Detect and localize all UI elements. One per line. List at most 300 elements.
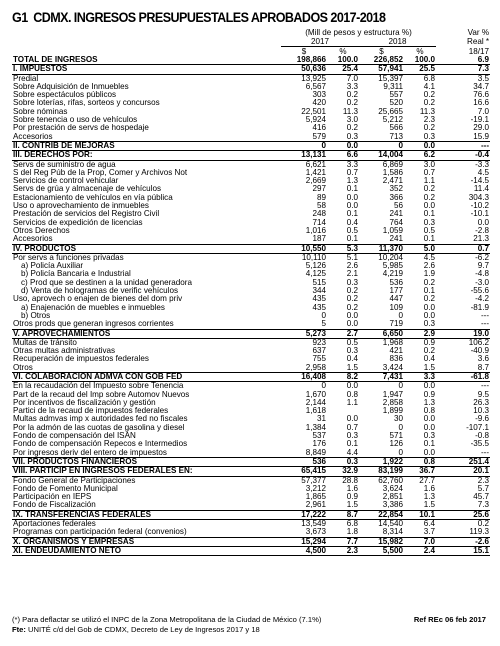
pct-2018: 0.3 [423,218,436,227]
pct-2017: 1.1 [346,398,358,407]
pct-2017: 0.3 [346,347,358,356]
value-2017: 297 [312,185,326,194]
value-2018: 15,397 [378,74,403,83]
pct-2018: 100.0 [404,56,436,65]
value-2017: 57,377 [301,476,326,485]
table-row [12,493,490,501]
pct-2017: 0.0 [346,193,358,202]
value-2017: 1,618 [305,407,326,416]
value-2018: 6,869 [382,160,403,169]
row-label: Otros [13,363,33,372]
col-var-period: 18/17 [468,46,490,56]
source-label: Fte: [12,625,26,634]
value-2017: 248 [312,210,326,219]
real-var: -10.2 [470,202,490,211]
real-var: -2.8 [475,226,490,235]
row-label: Participación en IEPS [13,493,92,502]
real-var: 106.2 [468,338,490,347]
value-2017: 435 [312,295,326,304]
real-label: Real * [467,37,490,47]
row-label: X. ORGANISMOS Y EMPRESAS [12,537,281,546]
pct-2017: 0.0 [346,381,358,391]
row-label: S del Reg Púb de la Prop, Comer y Archivos Not [13,168,188,177]
pct-2017: 0.0 [346,415,358,424]
value-2018: 226,852 [359,56,404,65]
real-var: 20.1 [436,467,490,476]
table-row [12,202,490,210]
value-2018: 8,314 [382,528,403,537]
value-2017: 536 [281,457,327,466]
real-var: 15.1 [436,546,490,555]
real-var: -6.2 [475,253,490,262]
value-2018: 1,968 [382,338,403,347]
pct-2018: 0.2 [423,193,436,202]
real-var: -81.9 [470,303,490,312]
row-label: Accesorios [13,235,53,244]
value-2018: 62,760 [378,476,403,485]
row-label: VIII. PARTICIP EN INGRESOS FEDERALES EN: [12,467,281,476]
footer-source-line [12,625,492,635]
real-var: 15.9 [473,132,490,141]
value-2017: 923 [312,338,326,347]
value-2018: 1,059 [382,226,403,235]
real-var: --- [480,311,490,320]
pct-2018: 6.8 [423,74,436,83]
value-2017: 89 [316,193,326,202]
value-2017: 4,125 [305,270,326,279]
table-row [12,295,490,303]
pct-2018: 0.0 [423,448,436,457]
pct-2017: 0.7 [346,423,358,432]
pct-2017: 0.2 [346,91,358,100]
row-label: Sobre Adquisición de Inmuebles [13,82,129,91]
real-var: 10.3 [473,407,490,416]
table-row [12,91,490,99]
pct-2018: 36.7 [404,467,436,476]
value-2017: 10,550 [281,244,327,253]
pct-2018: 0.0 [423,423,436,432]
pct-2018: 3.7 [423,528,436,537]
value-2018: 15,982 [359,537,404,546]
row-label: Servs de grúa y almacenaje de vehículos [13,185,162,194]
row-label: En la recaudación del Impuesto sobre Tenencia [13,381,184,391]
row-label: Part de la recaud del Imp sobre Automov Nuevos [13,390,190,399]
pct-2018: 0.9 [423,338,436,347]
real-var: -19.1 [470,116,490,125]
pct-2018: 1.3 [423,398,436,407]
row-label: Otras multas administrativas [13,347,116,356]
value-2017: 0 [321,311,326,320]
section-row [12,372,490,381]
pct-2018: 0.9 [423,390,436,399]
value-2018: 11,370 [359,244,404,253]
pct-2018: 0.8 [423,407,436,416]
value-2018: 566 [389,124,403,133]
real-var: -10.1 [470,210,490,219]
table-row [12,160,490,169]
real-var: --- [436,141,490,150]
row-label: Servs de suministro de agua [13,160,116,169]
value-2018: 14,004 [359,151,404,160]
value-2017: 5,924 [305,116,326,125]
row-label: II. CONTRIB DE MEJORAS [12,141,281,150]
section-row [12,329,490,338]
real-var: -35.5 [470,440,490,449]
value-2018: 0 [398,448,403,457]
pct-2017: 0.2 [346,303,358,312]
real-var: 6.9 [436,56,490,65]
row-label: Sobre tenencia o uso de vehículos [13,116,138,125]
row-label: Otros prods que generan ingresos corrientes [13,320,174,329]
table-row [12,440,490,448]
row-label: IV. PRODUCTOS [12,244,281,253]
real-var: 2.3 [477,476,490,485]
pct-2018: 0.1 [423,440,436,449]
real-var: --- [480,448,490,457]
value-2017: 198,866 [281,56,327,65]
value-2017: 1,865 [305,493,326,502]
row-label: Estacionamiento de vehículos en vía pública [13,193,173,202]
pct-2017: 5.1 [346,253,358,262]
value-2018: 14,540 [378,519,403,529]
footer [12,615,492,635]
real-var: -55.6 [470,287,490,296]
value-2018: 241 [389,235,403,244]
pct-2018: 25.5 [404,65,436,74]
value-2017: 416 [312,124,326,133]
pct-2018: 0.7 [423,168,436,177]
table-row [12,320,490,329]
table-row [12,219,490,227]
pct-2017: 0.4 [346,218,358,227]
row-label: Predial [13,74,39,83]
value-2017: 10,110 [301,253,326,262]
pct-2018: 0.1 [423,210,436,219]
total-row [12,56,490,65]
table-row [12,133,490,142]
real-var: --- [480,381,490,391]
pct-2017: 2.6 [346,262,358,271]
value-2017: 50,636 [281,65,327,74]
pct-2017: 0.3 [346,278,358,287]
row-label: a) Policía Auxiliar [21,262,84,271]
row-label: I. IMPUESTOS [12,65,281,74]
value-2017: 515 [312,278,326,287]
real-var: 9.7 [477,262,490,271]
value-2018: 2,471 [382,177,403,186]
value-2017: 176 [312,440,326,449]
table-row [12,83,490,91]
real-var: 19.0 [436,329,490,338]
value-2018: 5,500 [359,546,404,555]
row-label: Fondo de Fiscalización [13,501,96,510]
real-var: 25.6 [436,510,490,519]
section-row [12,546,490,555]
pct-2018: 27.7 [419,476,436,485]
pct-2017: 0.2 [346,287,358,296]
row-label: Uso o aprovechamiento de inmuebles [13,202,149,211]
value-2017: 31 [316,415,326,424]
value-2018: 83,199 [359,467,404,476]
pct-2018: 0.3 [423,320,436,329]
pct-2017: 11.3 [342,107,358,116]
pct-2017: 2.7 [327,329,359,338]
table-row [12,312,490,320]
row-label: Aportaciones federales [13,519,96,529]
row-label: Por la admón de las cuotas de gasolina y diesel [13,423,185,432]
year-2017: 2017 [281,37,359,47]
real-var: -4.2 [475,295,490,304]
row-label: Programas con participación federal (convenios) [13,528,187,537]
table-row [12,399,490,407]
real-var: 29.0 [473,124,490,133]
row-label: Multas de tránsito [13,338,77,347]
row-label: XI. ENDEUDAMIENTO NETO [12,546,281,555]
pct-2017 [327,407,359,415]
value-2018: 0 [398,311,403,320]
page-title [12,8,457,28]
pct-2017: 28.8 [342,476,358,485]
table-row [12,169,490,177]
table-row [12,270,490,278]
real-var: -0.8 [475,432,490,441]
pct-2018: 0.2 [423,99,436,108]
var-label: Var % [467,28,490,37]
real-var: 5.7 [477,484,490,493]
value-2017: 15,294 [281,537,327,546]
table-row [12,382,490,391]
real-var: -3.0 [475,278,490,287]
real-var: -0.4 [436,151,490,160]
value-2018: 5,212 [382,116,403,125]
section-row [12,457,490,466]
table-row [12,520,490,529]
value-2018: 10,204 [378,253,403,262]
value-2017: 5,126 [305,262,326,271]
section-row [12,537,490,546]
real-var: 7.0 [477,107,490,116]
real-var: -61.8 [436,372,490,381]
real-var: 8.7 [477,363,490,372]
value-2017: 22,501 [301,107,326,116]
pct-2017: 0.8 [346,390,358,399]
real-var: 21.3 [473,235,490,244]
pct-2017: 0.2 [346,295,358,304]
row-label: Uso, aprovech o enajen de bienes del dom priv [13,295,183,304]
pct-2017: 0.2 [346,124,358,133]
value-2018: 3,386 [382,501,403,510]
real-var: 16.6 [473,99,490,108]
pct-2018: 0.0 [423,415,436,424]
pct-2018: 0.3 [423,132,436,141]
value-2018: 5,985 [382,262,403,271]
pct-2017: 2.1 [346,270,358,279]
pct-2017: 0.3 [327,457,359,466]
pct-2018: 0.3 [423,432,436,441]
value-2018: 57,941 [359,65,404,74]
pct-2018: 1.3 [423,493,436,502]
value-2017: 8,849 [305,448,326,457]
pct-2017: 5.3 [327,244,359,253]
value-2018: 56 [393,202,403,211]
section-row [12,141,490,150]
pct-2018: 0.2 [423,124,436,133]
table-row [12,347,490,355]
value-2017: 2,669 [305,177,326,186]
pct-2017: 32.9 [327,467,359,476]
value-2018: 571 [389,432,403,441]
row-label: Por ingresos deriv del entero de impuestos [13,448,167,457]
row-label: b) Policía Bancaria e Industrial [21,270,131,279]
value-2017: 537 [312,432,326,441]
pct-2018: 2.9 [404,329,436,338]
value-2017: 1,384 [305,423,326,432]
pct-2018: 11.3 [419,107,436,116]
value-2017: 420 [312,99,326,108]
value-2018: 713 [389,132,403,141]
row-label: Partici de la recaud de impuestos federales [13,407,169,416]
table-row [12,287,490,295]
table-row [12,432,490,440]
table-row [12,449,490,458]
row-label: Sobre loterías, rifas, sorteos y concursos [13,99,160,108]
pct-2018: 0.2 [423,295,436,304]
table-body [12,56,490,556]
real-var: 119.3 [469,528,490,537]
table-row [12,227,490,235]
value-2017: 435 [312,303,326,312]
pct-2017: 0.1 [346,440,358,449]
pct-2017: 1.3 [346,177,358,186]
pct-2017: 2.3 [327,546,359,555]
value-2017: 187 [312,235,326,244]
value-2018: 0 [398,381,403,391]
row-label: Accesorios [13,132,53,141]
section-row [12,151,490,160]
section-row [12,467,490,476]
row-label: Fondo General de Participaciones [13,476,136,485]
value-2018: 1,947 [382,390,403,399]
real-var: 304.3 [468,193,490,202]
value-2018: 177 [389,287,403,296]
table-row [12,74,490,83]
pct-2018: 6.4 [423,519,436,529]
pct-2018: 7.0 [404,537,436,546]
value-2017: 13,549 [301,519,326,529]
footer-note: (*) Para deflactar se utilizó el INPC de la Zona Metropolitana de la Ciudad de México (7.1%) [12,615,322,624]
row-label: VI. COLABORACION ADMVA CON GOB FED [12,372,281,381]
pct-2018: 0.1 [423,287,436,296]
pct-2017: 1.5 [346,363,358,372]
value-2017: 0 [321,381,326,391]
pct-2018: 0.0 [423,202,436,211]
table-row [12,210,490,218]
table-row [12,304,490,312]
pct-2018: 0.2 [423,91,436,100]
table-row [12,235,490,244]
value-2017: 1,016 [305,226,326,235]
value-2017: 2,958 [305,363,326,372]
table-row [12,391,490,399]
pct-2018: 1.5 [423,501,436,510]
value-2018: 557 [389,91,403,100]
real-var: -3.3 [475,160,490,169]
pct-2018: 3.3 [404,372,436,381]
pct-2018: 0.0 [404,141,436,150]
table-row [12,99,490,107]
real-var: 26.3 [473,398,490,407]
row-label: Servicios de expedición de licencias [13,218,143,227]
value-2017: 16,408 [281,372,327,381]
pct-2018: 2.3 [423,116,436,125]
real-var: 4.5 [477,168,490,177]
table-row [12,407,490,415]
real-var: -14.5 [470,177,490,186]
pct-2017: 1.8 [346,528,358,537]
value-2018: 352 [389,185,403,194]
value-2018: 1,922 [359,457,404,466]
row-label: Por servs a funciones privadas [13,253,124,262]
pct-2017: 0.0 [346,311,358,320]
pct-2018: 2.6 [423,262,436,271]
row-label: Fondo de compensación del ISAN [13,432,136,441]
footer-source: UNITÉ c/d del Gob de CDMX, Decreto de Ley de Ingresos 2017 y 18 [28,625,260,634]
value-2018: 7,431 [359,372,404,381]
pct-2017: 0.0 [346,202,358,211]
pct-2017: 0.0 [327,141,359,150]
real-var: 76.6 [473,91,490,100]
pct-2017: 0.4 [346,355,358,364]
col-pct-2017: % [339,47,347,56]
col-dollar-2018: $ [379,47,384,56]
table-row [12,108,490,116]
value-2018: 719 [389,320,403,329]
year-2018: 2018 [359,37,436,47]
pct-2018: 0.2 [423,185,436,194]
value-2018: 0 [398,423,403,432]
footer-ref: Ref REc 06 feb 2017 [413,615,486,624]
pct-2017: 3.3 [346,82,358,91]
row-label: III. DERECHOS POR: [12,151,281,160]
row-label: Por prestación de servs de hospedaje [13,124,149,133]
table-row [12,253,490,262]
pct-2017: 3.3 [346,160,358,169]
row-label: Recuperación de impuestos federales [13,355,149,364]
header-row-columns [12,47,490,57]
pct-2018: 1.1 [423,177,436,186]
row-label: Fondo de compensación Repecos e Intermedios [13,440,188,449]
col-dollar-2017: $ [301,47,307,56]
units-label: (Mill de pesos y estructura %) [305,28,412,37]
real-var: 11.4 [473,185,490,194]
row-label: Fondo de Fomento Municipal [13,484,118,493]
value-2018: 6,650 [359,329,404,338]
pct-2018: 2.4 [404,546,436,555]
value-2017: 637 [312,347,326,356]
pct-2017: 8.7 [327,510,359,519]
pct-2018: 3.0 [423,160,436,169]
real-var: 251.4 [436,457,490,466]
pct-2017: 6.8 [346,519,358,529]
row-label: Sobre espectáculos públicos [13,91,117,100]
value-2017: 13,131 [281,151,327,160]
pct-2017: 3.0 [346,116,358,125]
pct-2017: 0.1 [346,185,358,194]
table-row [12,124,490,132]
pct-2017: 0.3 [346,132,358,141]
value-2017: 65,415 [281,467,327,476]
value-2018: 2,851 [382,493,403,502]
